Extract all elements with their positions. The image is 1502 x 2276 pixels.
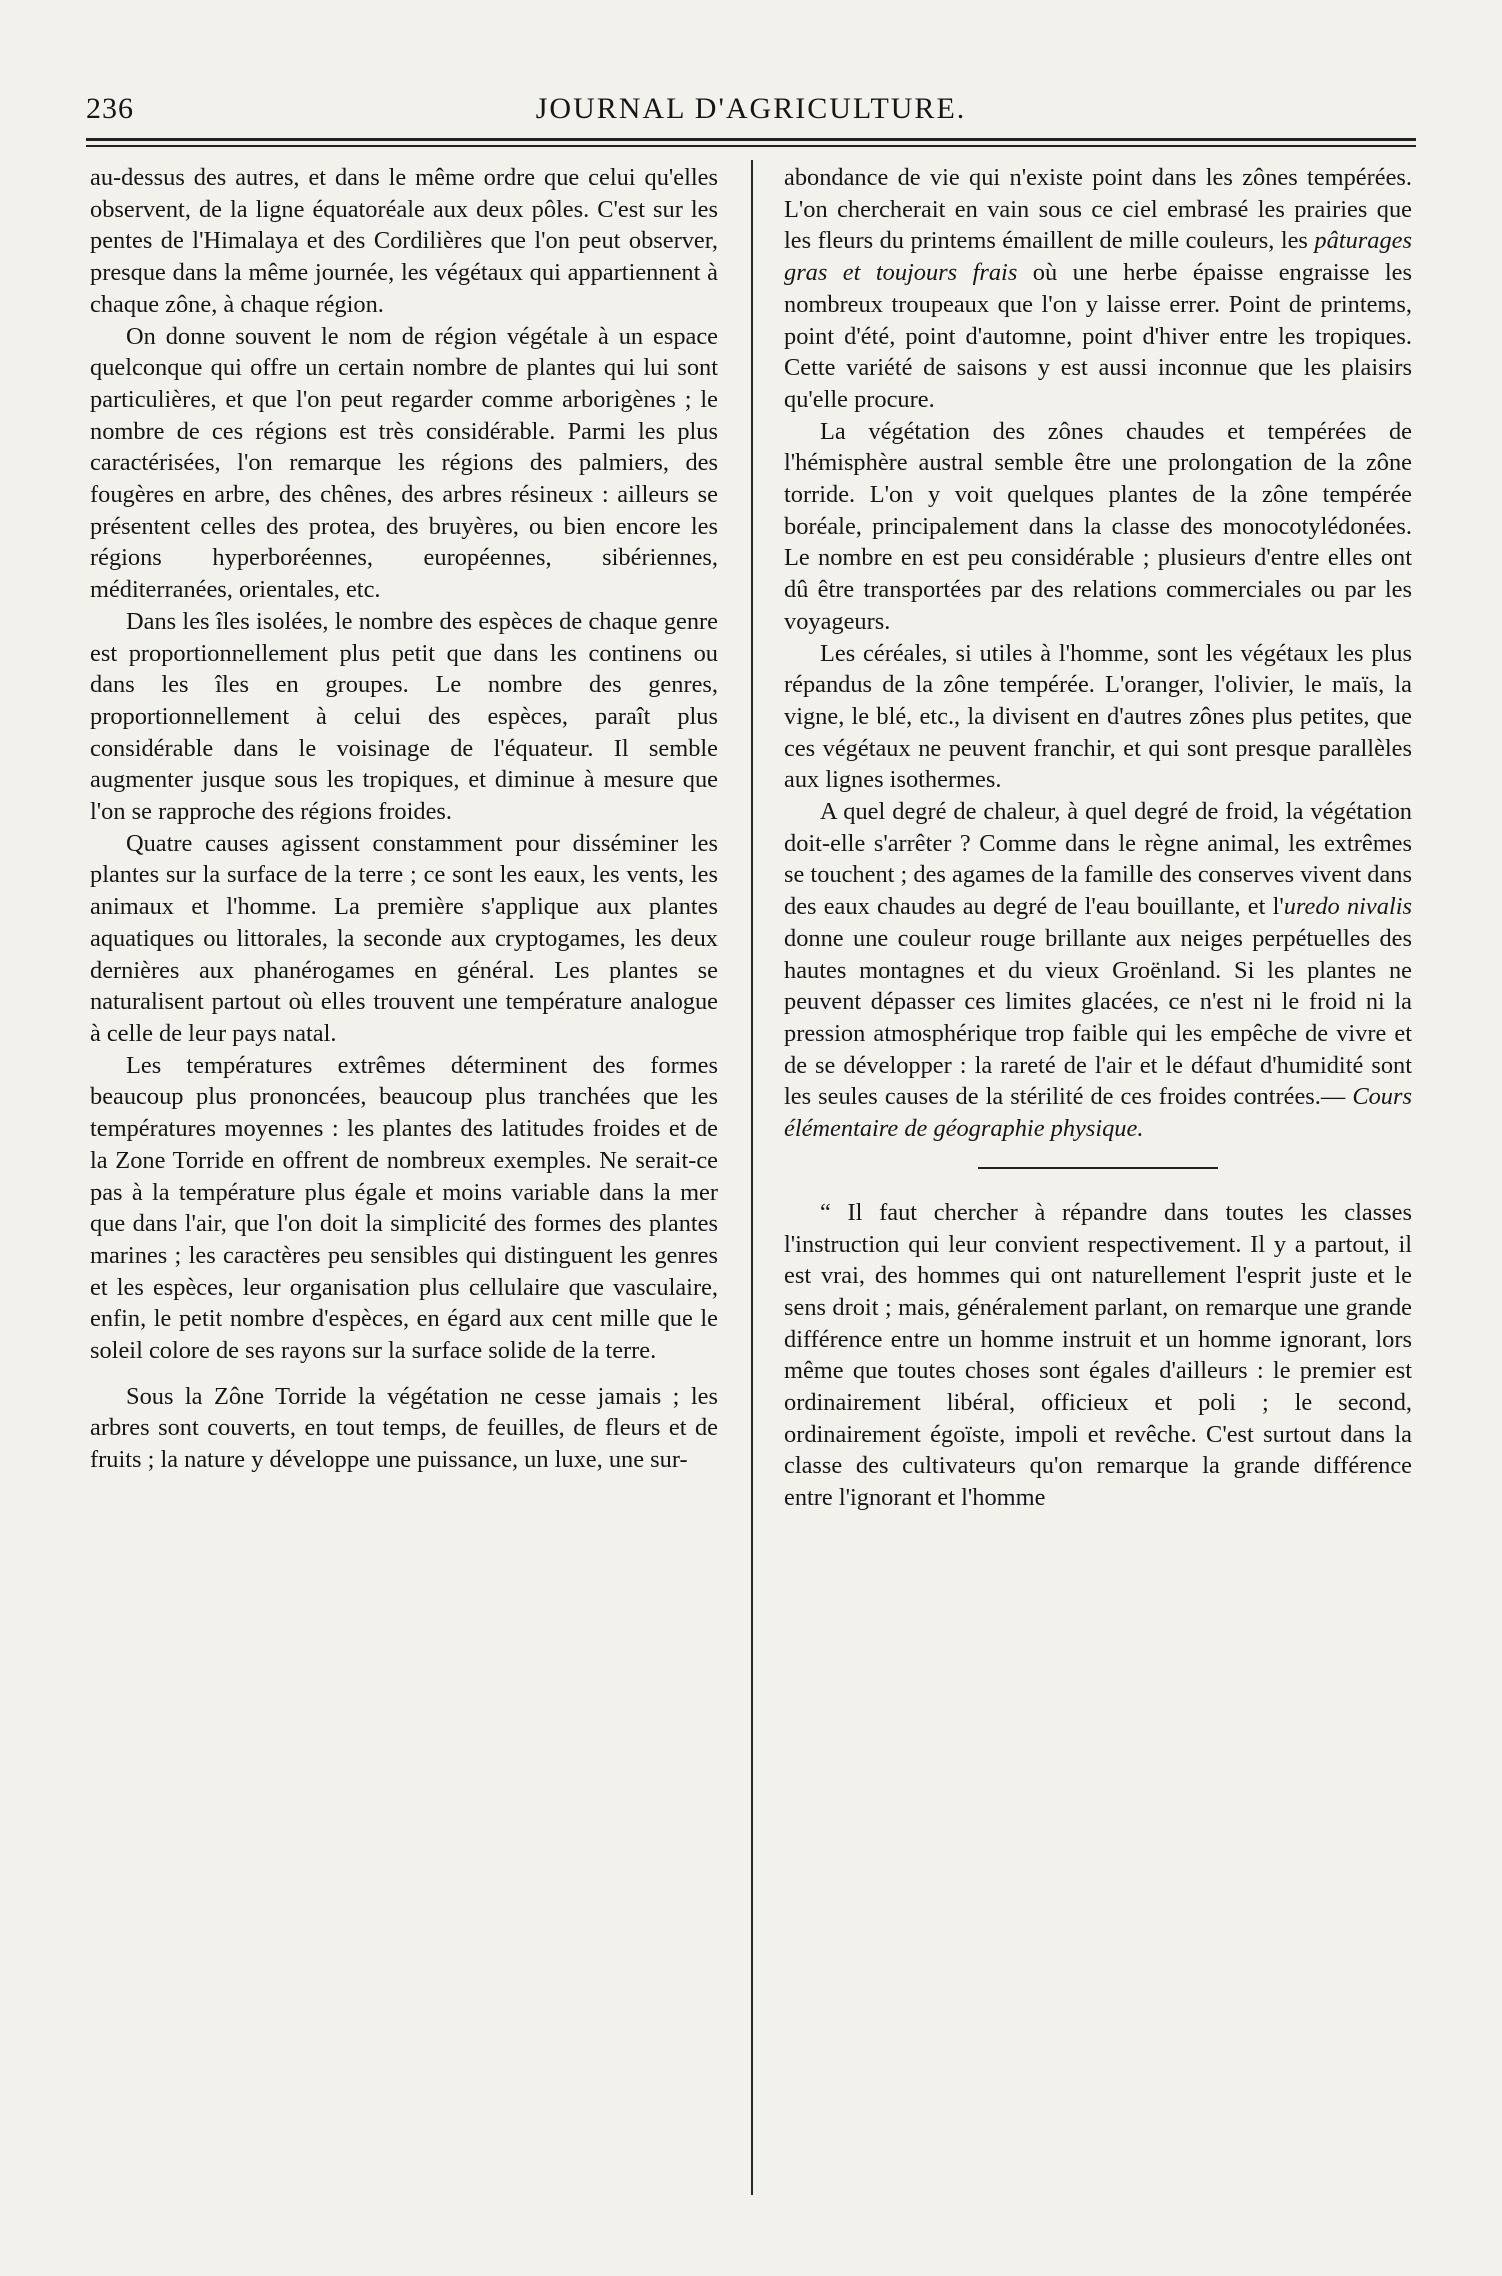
italic-species-name: uredo nivalis (1283, 893, 1412, 921)
text-run: donne une couleur rouge brillante aux neiges perpétuelles des hautes montagnes et du vieux Groënland. Si les plantes ne peuvent dépasser ces limites glacées, ce n'est ni le froid ni la pression atmosphérique trop faible qui les empêche de vivre et de se développer : la rareté de l'air et le défaut d'humidité sont les seules causes de la stérilité de ces froides contrées.— (784, 924, 1412, 1111)
paragraph: La végétation des zônes chaudes et tempérées de l'hémisphère austral semble être une prolongation de la zône torride. L'on y voit quelques plantes de la zône tempérée boréale, principalement dans la classe des monocotylédonées. Le nombre en est peu considérable ; plusieurs d'entre elles ont dû être transportées par des relations commerciales ou par les voyageurs. (784, 417, 1412, 635)
paragraph: Dans les îles isolées, le nombre des espèces de chaque genre est proportionnellement plus petit que dans les continens ou dans les îles en groupes. Le nombre des genres, proportionnellement à celui des espèces, paraît plus considérable dans le voisinage de l'équateur. Il semble augmenter jusque sous les tropiques, et diminue à mesure que l'on se rapproche des régions froides. (90, 607, 718, 826)
paragraph: au-dessus des autres, et dans le même ordre que celui qu'elles observent, de la ligne équatoréale aux deux pôles. C'est sur les pentes de l'Himalaya et des Cordilières que l'on peut observer, presque dans la même journée, les végétaux qui appartiennent à chaque zône, à chaque région. (90, 164, 718, 318)
italic-phrase: pâturages gras et toujours frais (784, 227, 1412, 287)
paragraph: Sous la Zône Torride la végétation ne cesse jamais ; les arbres sont couverts, en tout temps, de feuilles, de fleurs et de fruits ; la nature y développe une puissance, un luxe, une sur- (90, 1382, 718, 1474)
paragraph: Quatre causes agissent constamment pour disséminer les plantes sur la surface de la terre ; ce sont les eaux, les vents, les animaux et l'homme. La première s'applique aux plantes aquatiques ou littorales, la seconde aux cryptogames, les deux dernières aux phanérogames en général. Les plantes se naturalisent partout où elles trouvent une température analogue à celle de leur pays natal. (90, 829, 718, 1047)
paragraph: “ Il faut chercher à répandre dans toutes les classes l'instruction qui leur convient respectivement. Il y a partout, il est vrai, des hommes qui ont naturellement l'esprit juste et le sens droit ; mais, généralement parlant, on remarque une grande différence entre un homme instruit et un homme ignorant, lors même que toutes choses sont égales d'ailleurs : le premier est ordinairement libéral, officieux et poli ; le second, ordinairement égoïste, impoli et revêche. C'est surtout dans la classe des cultivateurs qu'on remarque la grande différence entre l'ignorant et l'homme (784, 1198, 1412, 1512)
paragraph (784, 162, 1412, 416)
paragraph-gap (90, 1367, 718, 1381)
page-number: 236 (86, 92, 134, 125)
paragraph: Les céréales, si utiles à l'homme, sont les végétaux les plus répandus de la zône tempérée. L'oranger, l'olivier, le maïs, la vigne, le blé, etc., la divisent en d'autres zônes plus petites, que ces végétaux ne peuvent franchir, et qui sont presque parallèles aux lignes isothermes. (784, 639, 1412, 794)
header-rule (86, 138, 1416, 141)
section-separator (978, 1167, 1218, 1169)
column-divider (751, 160, 753, 2195)
page-header (86, 92, 1416, 132)
source-citation: Cours élémentaire de géographie physique. (784, 1083, 1412, 1143)
paragraph: Les températures extrêmes déterminent des formes beaucoup plus prononcées, beaucoup plus tranchées que les températures moyennes : les plantes des latitudes froides et de la Zone Torride en offrent de nombreux exemples. Ne serait-ce pas à la température plus égale et moins variable dans la mer que dans l'air, que l'on doit la simplicité des formes des plantes marines ; les caractères peu sensibles qui distinguent les genres et les espèces, leur organisation plus cellulaire que vasculaire, enfin, le petit nombre d'espèces, en égard aux cent mille que le soleil colore de ses rayons sur la surface solide de la terre. (90, 1051, 718, 1365)
running-title: JOURNAL D'AGRICULTURE. (535, 92, 967, 125)
left-column (90, 162, 718, 1476)
right-column (784, 162, 1412, 1514)
text-run: où une herbe épaisse engraisse les nombreux troupeaux que l'on y laisse errer. Point de printems, point d'été, point d'automne, point d'hiver entre les tropiques. Cette variété de saisons y est aussi inconnue que les plaisirs qu'elle procure. (784, 259, 1412, 413)
text-run: A quel degré de chaleur, à quel degré de froid, la végétation doit-elle s'arrêter ? Comme dans le règne animal, les extrêmes se touchent ; des agames de la famille des conserves vivent dans des eaux chaudes au degré de l'eau bouillante, et l' (784, 798, 1412, 921)
paragraph: On donne souvent le nom de région végétale à un espace quelconque qui offre un certain nombre de plantes qui lui sont particulières, et que l'on peut regarder comme arborigènes ; le nombre de ces régions est très considérable. Parmi les plus caractérisées, l'on remarque les régions des palmiers, des fougères en arbre, des chênes, des arbres résineux : ailleurs se présentent celles des protea, des bruyères, ou bien encore les régions hyperboréennes, européennes, sibériennes, méditerranées, orientales, etc. (90, 322, 718, 604)
header-rule-secondary (86, 145, 1416, 147)
paragraph (784, 796, 1412, 1145)
text-run: abondance de vie qui n'existe point dans les zônes tempérées. L'on chercherait en vain sous ce ciel embrasé les prairies que les fleurs du printems émaillent de mille couleurs, les (784, 164, 1412, 255)
